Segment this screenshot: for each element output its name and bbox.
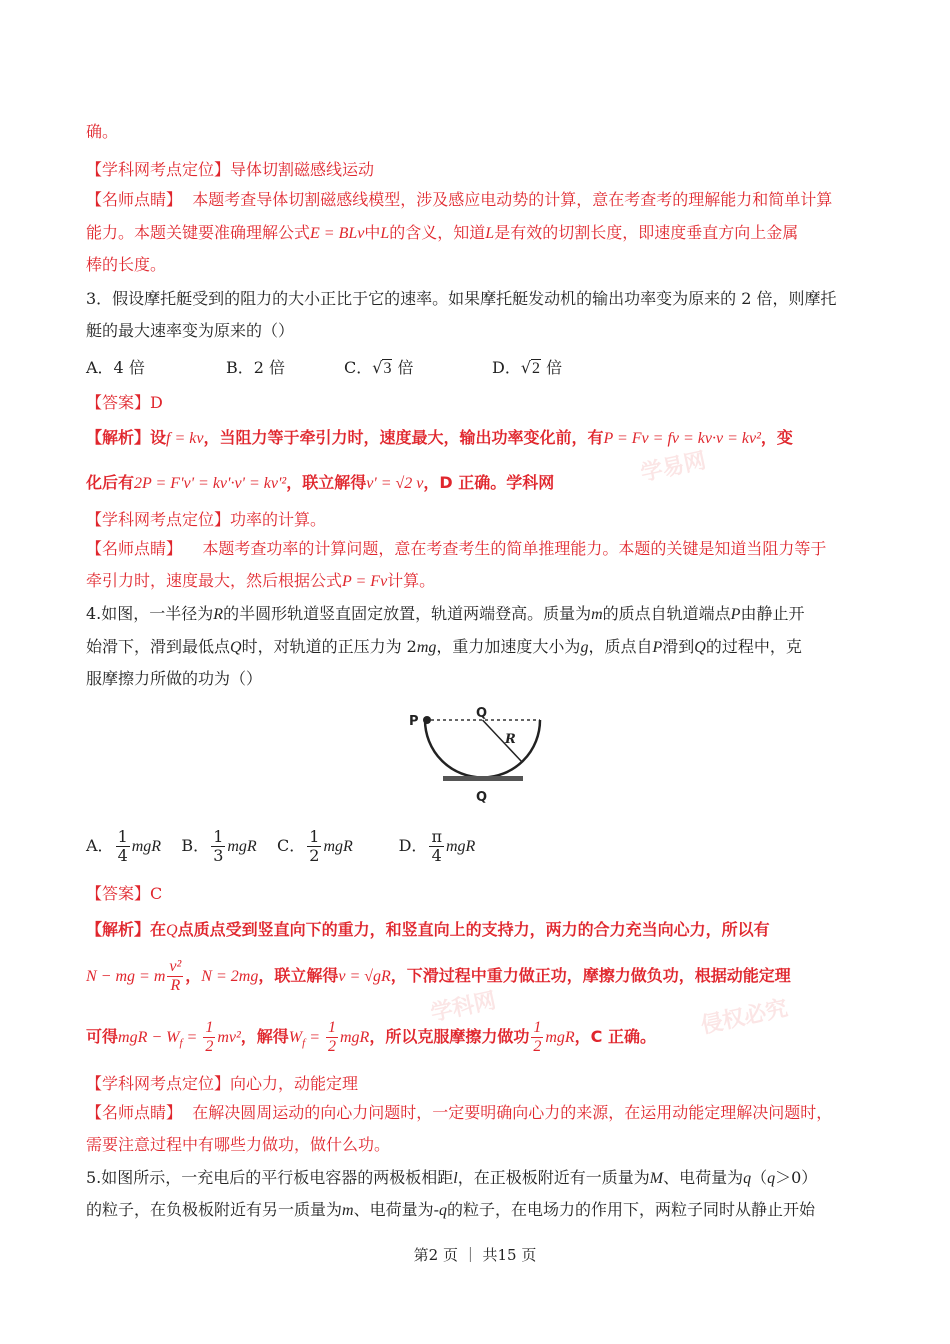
knowledge-point: 【学科网考点定位】向心力，动能定理 [86, 1074, 359, 1093]
teacher-note: 【名师点睛】 本题考查功率的计算问题，意在考查考生的简单推理能力。本题的关键是知道当阻力等于 [86, 539, 827, 558]
question-5: 5.如图所示，一充电后的平行板电容器的两极板相距l，在正极板附近有一质量为M、电荷量为q（q＞0） [86, 1168, 818, 1187]
question-3: 3．假设摩托艇受到的阻力的大小正比于它的速率。如果摩托艇发动机的输出功率变为原来的 2 倍，则摩托 [86, 289, 837, 308]
label-Q-bottom: Q [476, 790, 488, 805]
answer: 【答案】D [86, 393, 163, 412]
label-R: R [505, 732, 516, 747]
question-4: 服摩擦力所做的功为（） [86, 669, 263, 688]
explanation: 化后有2P = F'v' = kv'·v' = kv'²，联立解得v' = √2 v，D 正确。学科网 [86, 473, 555, 492]
explanation: 【解析】在Q点质点受到竖直向下的重力，和竖直向上的支持力，两力的合力充当向心力，所以有 [86, 920, 770, 939]
label-P: P [409, 714, 419, 729]
explanation: 【解析】设f = kv，当阻力等于牵引力时，速度最大，输出功率变化前，有P = Fv = fv = kv·v = kv²，变 [86, 428, 793, 447]
particle-dot [423, 716, 431, 724]
question-5: 的粒子，在负极板附近有另一质量为m、电荷量为-q的粒子，在电场力的作用下，两粒子同时从静止开始 [86, 1200, 816, 1219]
question-4-options: A． $\frac{1}{4}$ mgR B． $\frac{1}{3}$ mgR C． $\frac{1}{2}$ mgR D． $\frac{\pi}{4}$ mgR [86, 827, 476, 865]
explanation: N − mg = m $\frac{\text{v²}}{R}$ ，N = 2mg，联立解得v = √gR，下滑过程中重力做正功，摩擦力做负功，根据动能定理 [86, 958, 791, 994]
answer: 【答案】C [86, 884, 163, 903]
teacher-note: 需要注意过程中有哪些力做功，做什么功。 [86, 1135, 391, 1154]
teacher-note: 能力。本题关键要准确理解公式E = BLv中L的含义，知道L是有效的切割长度，即速度垂直方向上金属 [86, 223, 799, 242]
teacher-note: 【名师点睛】 本题考查导体切割磁感线模型，涉及感应电动势的计算，意在考查考的理解能力和简单计算 [86, 190, 833, 209]
watermark: 侵权必究 [698, 996, 791, 1039]
question-4: 4.如图，一半径为R的半圆形轨道竖直固定放置，轨道两端登高。质量为m的质点自轨道端点P由静止开 [86, 604, 805, 623]
question-4: 始滑下，滑到最低点Q时，对轨道的正压力为 2mg，重力加速度大小为g，质点自P滑到Q的过程中，克 [86, 637, 802, 656]
label-Q-top: Q [476, 706, 488, 721]
text-line: 确。 [86, 122, 119, 141]
teacher-note: 棒的长度。 [86, 255, 167, 274]
teacher-note: 牵引力时，速度最大，然后根据公式P = Fv计算。 [86, 571, 436, 590]
teacher-note: 【名师点睛】 在解决圆周运动的向心力问题时，一定要明确向心力的来源，在运用动能定理解决问题时， [86, 1103, 833, 1122]
question-3: 艇的最大速率变为原来的（） [86, 321, 295, 340]
semicircle-track [425, 720, 540, 778]
explanation: 可得mgR − $W_f$ = $\frac{1}{2}$ mv²，解得$W_f$ = $\frac{1}{2}$ mgR，所以克服摩擦力做功 $\frac{1}{2}$ mgR，C 正确。 [86, 1019, 656, 1055]
question-3-options: A．4 倍 B．2 倍 C．√3 倍 D．√2 倍 [86, 358, 563, 377]
page-footer: 第2 页 ｜ 共15 页 [413, 1246, 537, 1264]
watermark: 学易网 [638, 448, 709, 487]
semicircle-track-figure [405, 705, 545, 810]
knowledge-point: 【学科网考点定位】功率的计算。 [86, 510, 327, 529]
knowledge-point: 【学科网考点定位】导体切割磁感线运动 [86, 160, 375, 179]
radius-line [483, 720, 523, 762]
watermark: 学科网 [428, 988, 499, 1027]
ground [443, 776, 523, 781]
